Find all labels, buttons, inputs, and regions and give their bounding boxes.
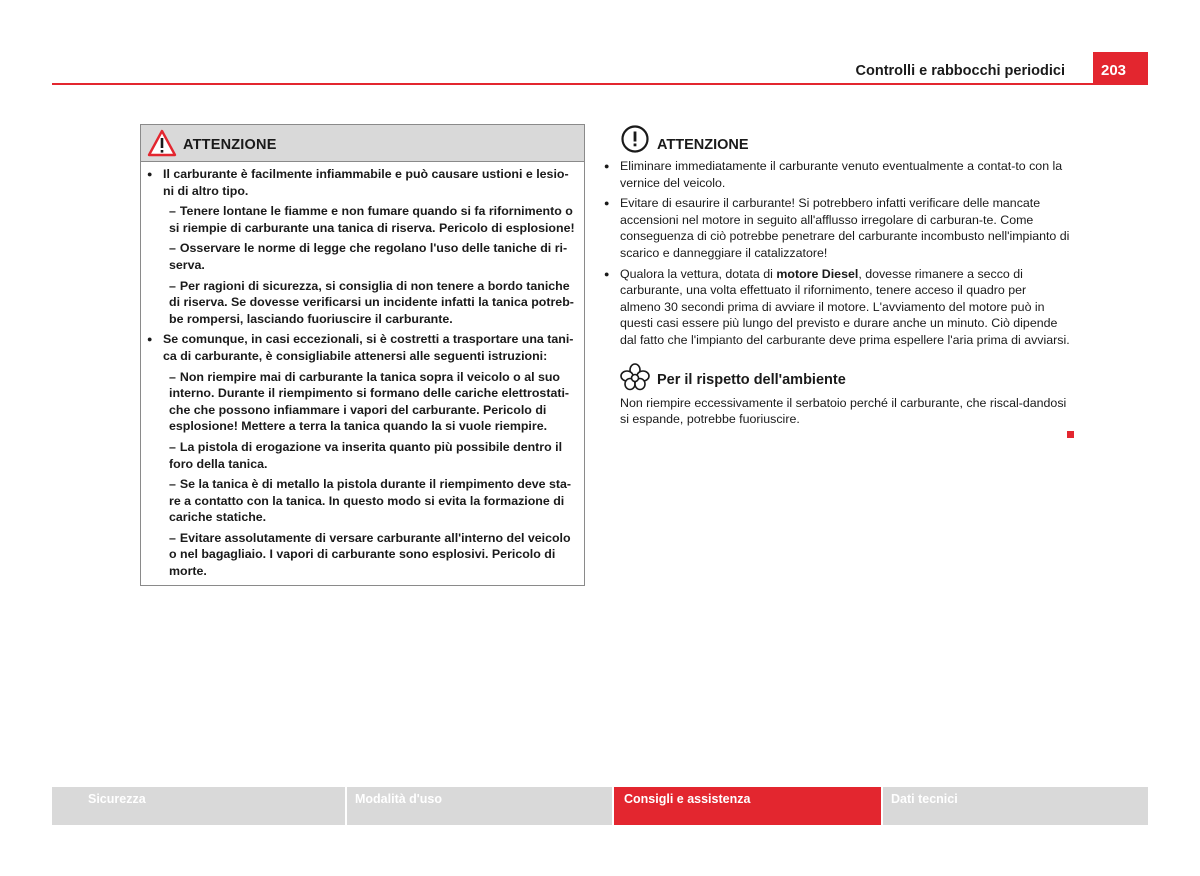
warning-box [140,124,585,586]
warning-box-header [141,125,584,162]
page-number: 203 [1093,52,1148,85]
right-column [604,124,1070,428]
environment-header [620,363,1070,393]
environment-title: Per il rispetto dell'ambiente [657,371,846,388]
exclamation-circle-icon [620,124,650,159]
warning-subitem: – Se la tanica è di metallo la pistola durante il riempimento deve sta-re a contatto con la tanica. In questo modo si evita la formazione di cariche statiche. [169,477,572,525]
warning-body [141,162,584,580]
warning-subitem: – Per ragioni di sicurezza, si consiglia di non tenere a bordo taniche di riserva. Se dovesse verificarsi un incidente infatti la tanica potreb-be rompersi, lasciando fuoriuscire il carburante. [169,278,574,326]
warning-subitem: – La pistola di erogazione va inserita quanto più possibile dentro il foro della tanica. [169,439,563,471]
caution-item: ● Eliminare immediatamente il carburante venuto eventualmente a contat-to con la vernice del veicolo. [604,159,1063,190]
warning-subitem: – Osservare le norme di legge che regolano l'uso delle taniche di ri-serva. [169,241,568,272]
caution-header [620,124,1070,158]
environment-text: Non riempire eccessivamente il serbatoio perché il carburante, che riscal-dandosi si espande, potrebbe fuoriuscire. [620,395,1067,427]
tab-sicurezza[interactable]: Sicurezza [52,787,345,825]
header-rule [52,83,1148,85]
caution-title: ATTENZIONE [657,137,749,153]
caution-item: ● Qualora la vettura, dotata di motore Diesel, dovesse rimanere a secco di carburante, una volta effettuato il rifornimento, tenere acceso il quadro per almeno 30 secondi prima di avviare il motore. L'avviamento del motore può in questi casi essere più lungo del previsto e durare anche un minuto. Ciò dipende dal fatto che l'impianto del carburante deve prima espellere l'aria prima di avviarsi. [604,266,1070,347]
diesel-emphasis: motore Diesel [776,266,859,281]
warning-title: ATTENZIONE [183,137,277,153]
warning-item: ● Il carburante è facilmente infiammabile e può causare ustioni e lesio-ni di altro tipo. [147,166,576,199]
warning-item: ● Se comunque, in casi eccezionali, si è costretti a trasportare una tani-ca di carburante, è consigliabile attenersi alle seguenti istruzioni: [147,331,576,364]
warning-subitem: – Tenere lontane le fiamme e non fumare quando si fa rifornimento o si riempie di carburante una tanica di riserva. Pericolo di esplosione! [169,204,575,235]
tab-modalita-uso[interactable]: Modalità d'uso [347,787,612,825]
footer-nav [52,787,1148,825]
tab-dati-tecnici[interactable]: Dati tecnici [883,787,1148,825]
section-title: Controlli e rabbocchi periodici [855,63,1065,79]
warning-subitem: – Non riempire mai di carburante la tanica sopra il veicolo o al suo interno. Durante il riempimento si formano delle cariche elettrostati-che che possono infiammare i vapori del carburante. Pericolo di esplosione! Mettere a terra la tanica quando la si vuole riempire. [169,369,570,434]
flower-icon [620,363,650,396]
warning-triangle-icon [147,129,177,162]
tab-consigli-assistenza[interactable]: Consigli e assistenza [614,787,881,825]
end-of-section-marker [1067,431,1074,438]
caution-item: ● Evitare di esaurire il carburante! Si potrebbero infatti verificare delle mancate accensioni nel motore in seguito all'afflusso irregolare di carburan-te. Come conseguenza di ciò potrebbe penetrare del carburante incombusto nell'impianto di scarico e danneggiare il catalizzatore! [604,196,1070,260]
warning-subitem: – Evitare assolutamente di versare carburante all'interno del veicolo o nel bagagliaio. I vapori di carburante sono esplosivi. Pericolo di morte. [169,530,571,579]
